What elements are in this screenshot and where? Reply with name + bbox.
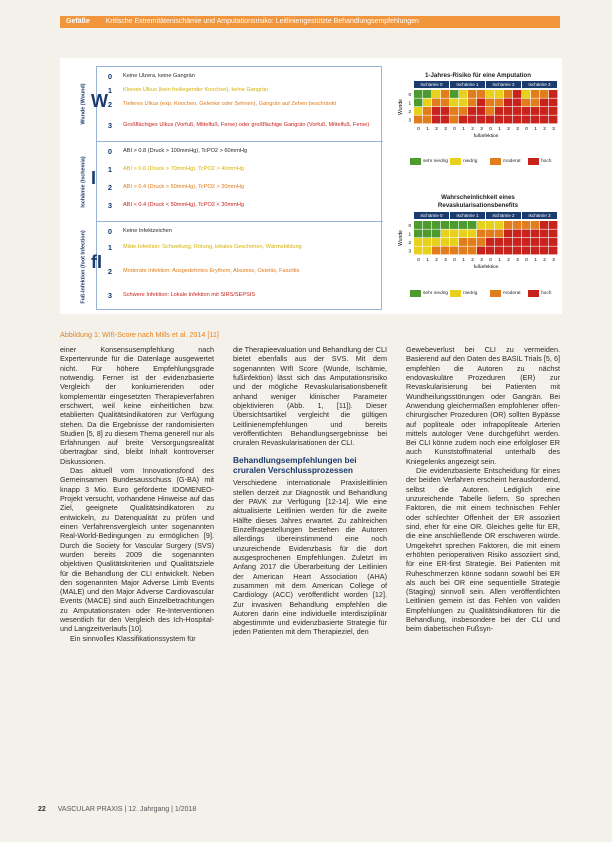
x-tick-label: 0 [525,257,528,262]
chart2-group-2: Ischämie 2 [486,212,522,219]
ischemia-row-1: 1 ABI > 0.6 (Druck > 70mmHg), TcPO2 > 40mmHg [107,165,244,174]
wound-section [81,67,383,142]
heatmap-cell [486,221,494,229]
heatmap-cell [486,230,494,238]
heatmap-cell [468,90,476,98]
x-tick-label: 1 [498,257,501,262]
running-header [60,16,560,28]
heatmap-cell [531,99,539,107]
y-axis-label: Wunde [398,230,404,246]
heatmap-cell [414,238,422,246]
amputation-risk-chart [396,72,560,172]
heatmap-cell [504,107,512,115]
heatmap-cell [495,116,503,124]
heatmap-cell [504,116,512,124]
heatmap-cell [513,90,521,98]
heatmap-cell [504,247,512,255]
heatmap-cell [504,99,512,107]
x-tick-label: 2 [435,126,438,131]
wound-letter: W [91,91,108,111]
page-number: 22 [38,806,46,813]
x-tick-label: 0 [489,257,492,262]
heatmap-cell [504,90,512,98]
heatmap-cell [450,116,458,124]
wound-row-1: 1 Kleines Ulkus (kein freiliegender Knochen), keine Gangrän [107,86,269,95]
heatmap-cell [450,230,458,238]
heatmap-cell [441,107,449,115]
paragraph: Gewebeverlust bei CLI zu vermeiden. Basierend auf den Daten des BASIL Trials [5, 6] empfehlen die Autoren zu nächst endovaskuläre Prozeduren (ER) zur Revaskularisierung bei Patienten mit Wundheilungsstörungen oder Gangrän. Bei Anwendung gleichermaßen empfohlener offen-chirurgischer Prozeduren (OR) sollten Bypässe auf popliteale oder infrapopliteale Arterien mittels autologer Vene durchgeführt werden. Bei CLI könne zudem noch eine erfolgloser ER auch Kunststoffmaterial unterhalb des Kniegelenks angezeigt sein. [406,345,560,466]
heatmap-cell [495,230,503,238]
heatmap-cell [495,221,503,229]
heatmap-cell [531,116,539,124]
heatmap-cell [540,99,548,107]
heatmap-cell [414,230,422,238]
x-tick-label: 0 [453,126,456,131]
paragraph: Das aktuell vom Innovationsfond des Gemeinsamen Bundesausschuss (G-BA) mit knapp 3 Mio. Euro geförderte IDOMENEO-Projekt versucht, vorhandene Hinweise auf das Ziel, geeignete Qualitätsindikatoren zu entwickeln, zu Datenqualität zu prüfen und einen Verfahrensvergleich unter sogenannten Real-World-Bedingungen zu ermöglichen [9]. Durch die Society for Vascular Surgery (SVS) wurden bereits 2009 die sogenannten objektiven Qualitätskriterien und Qualitätsziele für die Behandlung der CLI entwickelt. Neben den sogenannten Major Adverse Limb Events (MALE) und den Major Adverse Cardiovascular Events (MACE) sind auch Einzelbetrachtungen zu Amputationsraten oder Re-Interventionen wesentlich für den Vergleich des Ich-Hospital- und Langzeitverlaufs [10]. [60,466,214,634]
paragraph: Ein sinnvolles Klassifikationssystem für [70,633,196,643]
heatmap-cell [549,238,557,246]
heatmap-cell [459,107,467,115]
heatmap-cell [468,116,476,124]
x-tick-label: 3 [552,257,555,262]
heatmap-cell [540,230,548,238]
x-tick-label: 3 [444,257,447,262]
heatmap-cell [477,221,485,229]
heatmap-cell [459,90,467,98]
foot-infection-row-1: 1 Milde Infektion: Schwellung, Rötung, lokales Geschehen, Wärmebildung [107,243,302,252]
heatmap-cell [432,116,440,124]
ischemia-section [81,142,383,222]
heatmap-cell [513,247,521,255]
heatmap-cell [423,90,431,98]
x-tick-label: 2 [507,126,510,131]
chart1-group-1: Ischämie 1 [450,81,486,88]
heatmap-cell [540,116,548,124]
chart1-group-2: Ischämie 2 [486,81,522,88]
chart2-legend: sehr niedrig niedrig moderat hoch [406,289,560,298]
heatmap-cell [432,247,440,255]
heatmap-cell [531,247,539,255]
heatmap-cell [477,238,485,246]
heatmap-cell [414,107,422,115]
heatmap-cell [450,221,458,229]
x-tick-label: 2 [471,257,474,262]
x-tick-label: 1 [534,257,537,262]
chart2-title: Wahrscheinlichkeit eines Revaskularisationsbenefits [437,194,519,209]
heatmap-cell [495,247,503,255]
heatmap-cell [522,238,530,246]
heatmap-cell [504,238,512,246]
paragraph: Die evidenzbasierte Entscheidung für eines der beiden Verfahren erscheint herausfordernd, selbst die Autoren. Lediglich eine unzureichende Tabelle liefern. So sprechen Faktoren, die mit einem technischen Fehler oder schlechter Offenheit der ER assoziiert sind, eher für eine OR. Gleiches gelte für ER, die eine anschließende OR erschweren würde. Umgekehrt sprechen Faktoren, die mit einem erhöhten perioperativen Risiko assoziiert sind, für eine ER-first Strategie. Bei Patienten mit Ruheschmerzen könne sodann sowohl bei ER als auch bei OR eine sequentielle Strategie (Staging) sinnvoll sein. Allen veröffentlichten Leitlinien gemein ist das Fehlen von validen Empfehlungen zu Qualitätsindikatoren für die Behandlung, insbesondere bei der CLI und beim diabetischen Fußsyn- [406,466,560,634]
heatmap-cell [531,90,539,98]
chart2-ischemia-groups [414,212,558,219]
heatmap-cell [414,221,422,229]
heatmap-cell [423,99,431,107]
foot-infection-section [81,222,383,311]
heatmap-cell [486,90,494,98]
heatmap-cell [468,238,476,246]
x-tick-label: 2 [543,126,546,131]
chart2-group-0: Ischämie 0 [414,212,450,219]
foot-infection-row-0: 0 Keine Infektzeichen [107,227,172,236]
wound-vertical-label: Wunde (Wound) [81,83,87,125]
heatmap-cell [513,238,521,246]
y-tick-label: 1 [408,100,411,106]
heatmap-cell [549,90,557,98]
x-tick-label: 3 [516,257,519,262]
heatmap-cell [486,99,494,107]
x-tick-label: 0 [417,257,420,262]
heatmap-cell [495,238,503,246]
wound-row-3: 3 Großflächiges Ulkus (Vorfuß, Mittelfuß, Ferse) oder großflächige Gangrän (Vorfuß, Mittelfuß, Ferse) [107,121,370,130]
heatmap-cell [468,221,476,229]
chart1-ischemia-groups [414,81,558,88]
y-tick-label: 3 [408,117,411,123]
heatmap-cell [549,107,557,115]
paragraph: die Therapieevaluation und Behandlung der CLI bietet ebenfalls aus der SVS. Mit dem sogenannten WIfI Score (Wunde, Ischämie, fußinfektion) lässt sich das Amputationsrisiko und der mögliche Revaskularisationsbenefit anhand weniger klinischer Parameter objektivieren (Abb. 1, [11]). Dieser Übersichtsartikel vergleicht die gültigen Leitlinienempfehlungen und bereits veröffentlichten Behandlungsergebnisse bei cruralen Revaskularisationen der CLI. [233,345,387,448]
heatmap-cell [486,238,494,246]
y-tick-label: 0 [408,223,411,229]
x-tick-label: 2 [435,257,438,262]
ischemia-row-3: 3 ABI < 0.4 (Druck < 50mmHg), TcPO2 < 30mmHg [107,201,244,210]
heatmap-cell [486,247,494,255]
x-axis-label: fußinfektion [473,134,499,139]
heatmap-cell [414,90,422,98]
wifi-classification-box [81,66,382,310]
heatmap-cell [540,247,548,255]
section-tag: Gefäße [66,18,90,25]
heatmap-cell [522,221,530,229]
x-tick-label: 1 [426,257,429,262]
journal-info: VASCULAR PRAXIS | 12. Jahrgang | 1/2018 [57,806,197,813]
heatmap-cell [477,230,485,238]
heatmap-cell [468,107,476,115]
heatmap-cell [432,221,440,229]
heatmap-cell [513,221,521,229]
x-tick-label: 1 [462,257,465,262]
wound-row-2: 2 Tieferes Ulkus (exp. Knochen, Gelenke oder Sehnen), Gangrän auf Zehen beschränkt [107,100,337,109]
heatmap-cell [459,230,467,238]
x-tick-label: 3 [480,126,483,131]
chart1-group-0: Ischämie 0 [414,81,450,88]
chart1-legend: sehr niedrig niedrig moderat hoch [406,157,560,166]
heatmap-cell [513,116,521,124]
y-tick-label: 0 [408,92,411,98]
section-heading: Behandlungsempfehlungen bei cruralen Verschlussprozessen [233,455,357,476]
heatmap-cell [441,230,449,238]
heatmap-cell [423,230,431,238]
heatmap-cell [468,99,476,107]
heatmap-cell [522,116,530,124]
heatmap-cell [513,99,521,107]
ischemia-vertical-label: Ischämie (Ischemia) [81,155,87,208]
heatmap-cell [423,221,431,229]
heatmap-cell [441,247,449,255]
heatmap-cell [486,116,494,124]
heatmap-cell [450,99,458,107]
y-tick-label: 2 [408,109,411,115]
header-title: Kritische Extremitätenischämie und Amputationsrisiko: Leitliniengestützte Behandlungsempfehlungen [105,18,419,25]
x-tick-label: 3 [444,126,447,131]
heatmap-cell [540,221,548,229]
y-tick-label: 2 [408,240,411,246]
heatmap-cell [495,90,503,98]
x-tick-label: 1 [498,126,501,131]
heatmap-cell [432,90,440,98]
heatmap-cell [441,90,449,98]
x-tick-label: 3 [516,126,519,131]
text-column-1 [60,345,214,643]
x-tick-label: 0 [453,257,456,262]
heatmap-cell [477,116,485,124]
x-tick-label: 0 [489,126,492,131]
heatmap-cell [477,99,485,107]
heatmap-cell [423,107,431,115]
text-column-2 [233,345,387,637]
ischemia-letter: I [91,168,97,188]
heatmap-cell [540,107,548,115]
heatmap-cell [450,247,458,255]
heatmap-cell [477,247,485,255]
foot-infection-row-2: 2 Moderate Infektion: Ausgedehntes Erythem, Abszess, Osteitis, Fasziitis [107,267,300,276]
heatmap-cell [504,230,512,238]
heatmap-cell [450,90,458,98]
heatmap-cell [522,230,530,238]
y-tick-label: 3 [408,248,411,254]
heatmap-cell [432,99,440,107]
x-tick-label: 1 [462,126,465,131]
foot-infection-row-3: 3 Schwere Infektion: Lokale Infektion mit SIRS/SEPSIS [107,291,256,300]
heatmap-cell [468,230,476,238]
x-tick-label: 2 [543,257,546,262]
heatmap-cell [522,247,530,255]
ischemia-row-2: 2 ABI > 0.4 (Druck > 50mmHg), TcPO2 > 30mmHg [107,183,244,192]
heatmap-cell [459,221,467,229]
heatmap-cell [522,107,530,115]
text-column-3 [406,345,560,634]
chart2-group-1: Ischämie 1 [450,212,486,219]
heatmap-cell [522,99,530,107]
heatmap-cell [513,107,521,115]
heatmap-cell [441,116,449,124]
heatmap-cell [450,107,458,115]
chart2-group-3: Ischämie 3 [522,212,558,219]
heatmap-cell [495,107,503,115]
heatmap-cell [414,99,422,107]
foot-infection-letter: fI [91,252,102,272]
ischemia-row-0: 0 ABI > 0.8 (Druck > 100mmHg), TcPO2 > 60mmHg [107,147,248,156]
heatmap-cell [423,238,431,246]
heatmap-cell [495,99,503,107]
heatmap-cell [549,99,557,107]
heatmap-cell [486,107,494,115]
x-tick-label: 1 [426,126,429,131]
x-tick-label: 3 [480,257,483,262]
page-footer [38,806,196,813]
revascularization-benefit-chart [396,194,560,304]
y-tick-label: 1 [408,231,411,237]
heatmap-cell [414,247,422,255]
heatmap-cell [423,247,431,255]
paragraph: einer Konsensusempfehlung nach Expertenrunde für die Datenlage ausgewertet nicht. Für höhere Empfehlungsgrade notwendig. Ferner ist der evidenzbasierte Vergleich der konkurrierenden oder komplementär eingesetzten Therapieverfahren erschwert, weil keine einheitlichen bzw. etablierten Qualitätsindikatoren zur Verfügung stehen. Da die Ergebnisse der randomisierten Studien [5, 8] zu diesem Thema generell nur als Erfahrungen auf breite Versorgungsrealität übertragbar sind, bleibt Inhalt kontroverser Diskussionen. [60,345,214,466]
heatmap-cell [549,116,557,124]
heatmap-cell [513,230,521,238]
wifi-figure [60,58,562,314]
heatmap-cell [531,221,539,229]
heatmap-cell [450,238,458,246]
foot-infection-vertical-label: Fuß-Infektion (foot Infection) [81,229,88,304]
figure-caption: Abbildung 1: WIfI-Score nach Mills et al. 2014 [11] [60,330,219,339]
heatmap-cell [531,230,539,238]
heatmap-cell [549,247,557,255]
heatmap-cell [540,90,548,98]
heatmap-cell [540,238,548,246]
heatmap-cell [414,116,422,124]
heatmap-cell [504,221,512,229]
x-tick-label: 1 [534,126,537,131]
heatmap-cell [432,107,440,115]
heatmap-cell [531,107,539,115]
heatmap-cell [441,221,449,229]
heatmap-cell [477,90,485,98]
chart1-title: 1-Jahres-Risiko für eine Amputation [424,72,531,79]
x-tick-label: 2 [507,257,510,262]
heatmap-cell [549,230,557,238]
chart1-heatmap [396,88,560,148]
heatmap-cell [459,99,467,107]
heatmap-cell [531,238,539,246]
x-tick-label: 0 [417,126,420,131]
heatmap-cell [441,99,449,107]
chart2-heatmap [396,219,560,279]
heatmap-cell [459,238,467,246]
x-tick-label: 2 [471,126,474,131]
wound-row-0: 0 Keine Ulzera, keine Gangrän [107,72,195,81]
y-axis-label: Wunde [398,99,404,115]
heatmap-cell [441,238,449,246]
heatmap-cell [432,230,440,238]
heatmap-cell [423,116,431,124]
heatmap-cell [432,238,440,246]
x-tick-label: 3 [552,126,555,131]
heatmap-cell [459,247,467,255]
heatmap-cell [459,116,467,124]
paragraph: Verschiedene internationale Praxisleitlinien stellen derzeit zur Diagnostik und Behandlung der PAVK zur Verfügung [12-14]. Wie eine aktualisierte Leitlinien werden für die zweite Hälfte dieses Jahres erwartet. Zu zahlreichen Einzelfragestellungen bestehen die Autoren allerdings übereinstimmend eine noch unzureichende Evidenzbasis für die dort ausgesprochenen Empfehlungen. Zuletzt im Anfang 2017 die Überarbeitung der Leitlinien der American Heart Association (AHA) zusammen mit dem American College of Cardiology (ACC) veröffentlicht worden [12]. Zur invasiven Behandlung empfehlen die Autoren darin eine individuelle interdisziplinär abgestimmte und evidenzbasierte Strategie für jeden Patienten mit dem Therapieziel, den [233,478,387,637]
x-axis-label: fußinfektion [473,265,499,270]
heatmap-cell [477,107,485,115]
heatmap-cell [468,247,476,255]
x-tick-label: 0 [525,126,528,131]
heatmap-cell [549,221,557,229]
heatmap-cell [522,90,530,98]
chart1-group-3: Ischämie 3 [522,81,558,88]
